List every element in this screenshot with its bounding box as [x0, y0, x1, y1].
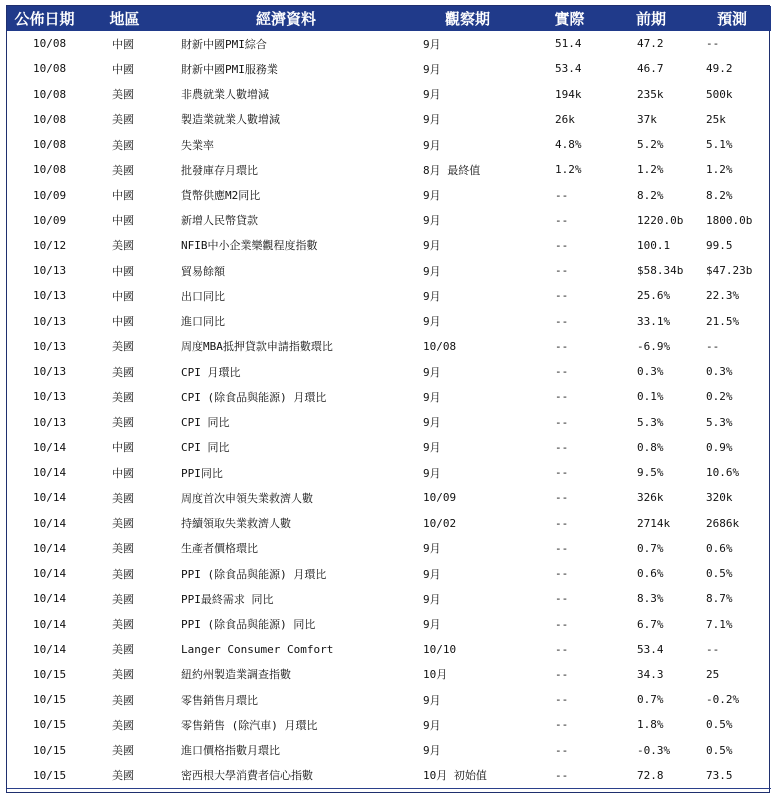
previous-cell: 46.7	[637, 62, 664, 76]
indicator-cell: CPI 同比	[181, 441, 230, 455]
indicator-cell: 批發庫存月環比	[181, 163, 258, 177]
table-row	[7, 586, 771, 611]
previous-cell: -6.9%	[637, 339, 671, 353]
indicator-cell: PPI (除食品與能源) 同比	[181, 618, 316, 631]
actual-cell: --	[555, 339, 569, 353]
indicator-cell: 財新中國PMI服務業	[181, 62, 278, 76]
actual-cell: --	[530, 763, 609, 789]
previous-cell: 6.7%	[637, 617, 664, 631]
actual-cell: --	[555, 213, 569, 227]
date-cell: 10/08	[33, 37, 67, 51]
forecast-cell: 21.5%	[706, 314, 740, 328]
actual-cell: --	[555, 491, 569, 505]
actual-cell: 53.4	[555, 62, 582, 76]
previous-cell: 0.6%	[637, 567, 664, 581]
period-cell: 9月	[423, 542, 441, 556]
previous-cell: 53.4	[637, 642, 664, 656]
date-cell: 10/15	[33, 693, 67, 707]
indicator-cell: CPI 月環比	[181, 365, 241, 379]
region-cell: 中國	[112, 315, 134, 329]
period-cell: 9月	[423, 138, 441, 152]
forecast-cell: 10.6%	[706, 466, 740, 480]
forecast-cell: 8.2%	[706, 188, 733, 202]
col-header-region: 地區	[82, 6, 167, 31]
period-cell: 9月	[423, 239, 441, 253]
table-row	[7, 107, 771, 132]
table-row	[7, 738, 771, 763]
header-row	[7, 6, 771, 31]
table-row	[7, 334, 771, 359]
table-row	[7, 435, 771, 460]
date-cell: 10/09	[33, 188, 67, 202]
date-cell: 10/13	[33, 339, 67, 353]
previous-cell: -0.3%	[637, 743, 671, 757]
period-cell: 9月	[423, 189, 441, 203]
table-row	[7, 460, 771, 485]
table-row	[7, 536, 771, 561]
forecast-cell: 5.3%	[706, 415, 733, 429]
actual-cell: --	[555, 238, 569, 252]
period-cell: 9月	[423, 718, 441, 732]
previous-cell: 9.5%	[637, 466, 664, 480]
economic-calendar	[6, 5, 770, 793]
table-row	[7, 309, 771, 334]
period-cell: 9月	[423, 466, 441, 480]
actual-cell: --	[555, 516, 569, 530]
region-cell: 中國	[112, 189, 134, 203]
previous-cell: 1.2%	[637, 163, 664, 177]
date-cell: 10/14	[33, 440, 67, 454]
indicator-cell: PPI同比	[181, 466, 223, 480]
region-cell: 美國	[112, 744, 134, 758]
forecast-cell: 500k	[706, 87, 733, 101]
forecast-cell: $47.23b	[706, 264, 753, 278]
forecast-cell: 0.5%	[706, 718, 733, 732]
table-row	[7, 56, 771, 81]
indicator-cell: PPI (除食品與能源) 月環比	[181, 567, 327, 581]
period-cell: 9月	[423, 416, 441, 430]
actual-cell: --	[555, 390, 569, 404]
table-row	[7, 258, 771, 283]
actual-cell: --	[555, 264, 569, 278]
region-cell: 美國	[112, 163, 134, 177]
date-cell: 10/14	[33, 541, 67, 555]
region-cell: 中國	[112, 441, 134, 455]
indicator-cell: 新增人民幣貸款	[181, 214, 258, 228]
region-cell: 中國	[112, 37, 134, 51]
forecast-cell: 73.5	[693, 763, 771, 789]
date-cell: 10/13	[33, 390, 67, 404]
actual-cell: --	[555, 667, 569, 681]
actual-cell: --	[555, 365, 569, 379]
previous-cell: 100.1	[637, 238, 671, 252]
date-cell: 10/13	[33, 365, 67, 379]
date-cell: 10/08	[33, 112, 67, 126]
forecast-cell: --	[706, 37, 720, 51]
previous-cell: 72.8	[609, 763, 693, 789]
period-cell: 9月	[423, 390, 441, 404]
actual-cell: 51.4	[555, 37, 582, 51]
actual-cell: --	[555, 466, 569, 480]
period-cell: 9月	[423, 62, 441, 76]
previous-cell: 37k	[637, 112, 657, 126]
forecast-cell: --	[706, 339, 720, 353]
indicator-cell: 貿易餘額	[181, 264, 225, 278]
indicator-cell: 零售銷售 (除汽車) 月環比	[181, 718, 318, 732]
indicator-cell: CPI 同比	[181, 416, 230, 430]
region-cell: 美國	[112, 390, 134, 404]
table-row	[7, 359, 771, 384]
forecast-cell: 7.1%	[706, 617, 733, 631]
region-cell: 美國	[112, 542, 134, 556]
region-cell: 中國	[112, 289, 134, 303]
forecast-cell: 0.3%	[706, 365, 733, 379]
forecast-cell: 25k	[706, 112, 726, 126]
actual-cell: --	[555, 188, 569, 202]
date-cell: 10/13	[33, 289, 67, 303]
previous-cell: 326k	[637, 491, 664, 505]
previous-cell: 25.6%	[637, 289, 671, 303]
table-row	[7, 410, 771, 435]
previous-cell: 34.3	[637, 667, 664, 681]
previous-cell: 47.2	[637, 37, 664, 51]
forecast-cell: 25	[706, 667, 720, 681]
period-cell: 8月 最終值	[423, 163, 481, 177]
table-row	[7, 662, 771, 687]
table-row	[7, 157, 771, 182]
previous-cell: 0.8%	[637, 440, 664, 454]
date-cell: 10/14	[33, 466, 67, 480]
region-cell: 美國	[112, 567, 134, 581]
region-cell: 美國	[112, 416, 134, 430]
table-row	[7, 763, 771, 789]
region-cell: 美國	[112, 138, 134, 152]
date-cell: 10/08	[33, 138, 67, 152]
period-cell: 9月	[423, 744, 441, 758]
region-cell: 中國	[112, 264, 134, 278]
date-cell: 10/09	[33, 213, 67, 227]
table-row	[7, 233, 771, 258]
forecast-cell: 99.5	[706, 238, 733, 252]
indicator-cell: Langer Consumer Comfort	[181, 642, 334, 656]
region-cell: 中國	[112, 466, 134, 480]
actual-cell: --	[555, 415, 569, 429]
indicator-cell: 密西根大學消費者信心指數	[167, 763, 405, 789]
region-cell: 美國	[112, 88, 134, 102]
forecast-cell: 0.2%	[706, 390, 733, 404]
previous-cell: 2714k	[637, 516, 671, 530]
period-cell: 9月	[423, 113, 441, 127]
previous-cell: 33.1%	[637, 314, 671, 328]
actual-cell: --	[555, 541, 569, 555]
table-row	[7, 637, 771, 662]
actual-cell: --	[555, 743, 569, 757]
date-cell: 10/15	[7, 763, 82, 789]
table-row	[7, 687, 771, 712]
economic-data-table	[7, 6, 771, 789]
indicator-cell: 非農就業人數增減	[181, 88, 269, 102]
table-row	[7, 132, 771, 157]
previous-cell: 1220.0b	[637, 213, 684, 227]
actual-cell: --	[555, 642, 569, 656]
previous-cell: 8.3%	[637, 592, 664, 606]
indicator-cell: 周度首次申領失業救濟人數	[181, 491, 313, 505]
region-cell: 中國	[112, 62, 134, 76]
previous-cell: 0.3%	[637, 365, 664, 379]
table-row	[7, 611, 771, 636]
region-cell: 美國	[112, 239, 134, 253]
table-row	[7, 283, 771, 308]
period-cell: 9月	[423, 693, 441, 707]
indicator-cell: 生產者價格環比	[181, 542, 258, 556]
actual-cell: 1.2%	[555, 163, 582, 177]
forecast-cell: 5.1%	[706, 138, 733, 152]
actual-cell: 194k	[555, 87, 582, 101]
indicator-cell: 持續領取失業救濟人數	[181, 517, 291, 531]
period-cell: 9月	[423, 214, 441, 228]
period-cell: 9月	[423, 315, 441, 329]
table-row	[7, 510, 771, 535]
forecast-cell: 1800.0b	[706, 213, 753, 227]
previous-cell: 1.8%	[637, 718, 664, 732]
indicator-cell: PPI最終需求 同比	[181, 592, 274, 606]
actual-cell: --	[555, 592, 569, 606]
col-header-actual: 實際	[530, 6, 609, 31]
indicator-cell: 失業率	[181, 138, 214, 152]
period-cell: 10/09	[423, 491, 457, 505]
region-cell: 美國	[112, 517, 134, 531]
forecast-cell: 0.5%	[706, 567, 733, 581]
date-cell: 10/14	[33, 617, 67, 631]
period-cell: 9月	[423, 441, 441, 455]
previous-cell: 5.3%	[637, 415, 664, 429]
actual-cell: 26k	[555, 112, 575, 126]
period-cell: 9月	[423, 365, 441, 379]
period-cell: 10/10	[423, 642, 457, 656]
date-cell: 10/08	[33, 87, 67, 101]
forecast-cell: 2686k	[706, 516, 740, 530]
forecast-cell: 22.3%	[706, 289, 740, 303]
period-cell: 10/02	[423, 516, 457, 530]
actual-cell: --	[555, 314, 569, 328]
period-cell: 9月	[423, 592, 441, 606]
date-cell: 10/14	[33, 567, 67, 581]
period-cell: 9月	[423, 264, 441, 278]
forecast-cell: 0.9%	[706, 440, 733, 454]
table-row	[7, 485, 771, 510]
forecast-cell: -0.2%	[706, 693, 740, 707]
date-cell: 10/14	[33, 491, 67, 505]
date-cell: 10/12	[33, 238, 67, 252]
actual-cell: 4.8%	[555, 138, 582, 152]
actual-cell: --	[555, 718, 569, 732]
actual-cell: --	[555, 693, 569, 707]
actual-cell: --	[555, 617, 569, 631]
previous-cell: 8.2%	[637, 188, 664, 202]
period-cell: 9月	[423, 289, 441, 303]
period-cell: 10月	[423, 668, 448, 682]
period-cell: 10/08	[423, 339, 457, 353]
date-cell: 10/13	[33, 314, 67, 328]
forecast-cell: 49.2	[706, 62, 733, 76]
period-cell: 10月 初始值	[405, 763, 530, 789]
period-cell: 9月	[423, 618, 441, 631]
indicator-cell: 出口同比	[181, 289, 225, 303]
date-cell: 10/15	[33, 667, 67, 681]
indicator-cell: 進口同比	[181, 315, 225, 329]
forecast-cell: 8.7%	[706, 592, 733, 606]
region-cell: 美國	[112, 340, 134, 354]
indicator-cell: 進口價格指數月環比	[181, 744, 280, 758]
forecast-cell: 1.2%	[706, 163, 733, 177]
region-cell: 美國	[112, 668, 134, 682]
col-header-forecast: 預測	[693, 6, 771, 31]
date-cell: 10/14	[33, 592, 67, 606]
table-row	[7, 182, 771, 207]
forecast-cell: 0.5%	[706, 743, 733, 757]
region-cell: 美國	[112, 113, 134, 127]
date-cell: 10/13	[33, 415, 67, 429]
date-cell: 10/14	[33, 642, 67, 656]
col-header-previous: 前期	[609, 6, 693, 31]
table-row	[7, 31, 771, 56]
date-cell: 10/13	[33, 264, 67, 278]
previous-cell: 5.2%	[637, 138, 664, 152]
previous-cell: 0.7%	[637, 541, 664, 555]
table-row	[7, 712, 771, 737]
period-cell: 9月	[423, 88, 441, 102]
date-cell: 10/08	[33, 62, 67, 76]
indicator-cell: 紐約州製造業調查指數	[181, 668, 291, 682]
region-cell: 美國	[112, 718, 134, 732]
col-header-period: 觀察期	[405, 6, 530, 31]
col-header-date: 公佈日期	[7, 6, 82, 31]
table-row	[7, 81, 771, 106]
date-cell: 10/15	[33, 743, 67, 757]
previous-cell: $58.34b	[637, 264, 684, 278]
forecast-cell: --	[706, 642, 720, 656]
table-row	[7, 208, 771, 233]
indicator-cell: NFIB中小企業樂觀程度指數	[181, 239, 318, 253]
period-cell: 9月	[423, 37, 441, 51]
region-cell: 美國	[82, 763, 167, 789]
date-cell: 10/15	[33, 718, 67, 732]
region-cell: 美國	[112, 365, 134, 379]
actual-cell: --	[555, 440, 569, 454]
indicator-cell: 財新中國PMI綜合	[181, 37, 267, 51]
forecast-cell: 320k	[706, 491, 733, 505]
region-cell: 美國	[112, 643, 134, 657]
indicator-cell: CPI (除食品與能源) 月環比	[181, 390, 327, 404]
actual-cell: --	[555, 567, 569, 581]
indicator-cell: 製造業就業人數增減	[181, 113, 280, 127]
col-header-indicator: 經濟資料	[167, 6, 405, 31]
table-row	[7, 384, 771, 409]
actual-cell: --	[555, 289, 569, 303]
region-cell: 美國	[112, 693, 134, 707]
previous-cell: 235k	[637, 87, 664, 101]
region-cell: 美國	[112, 618, 134, 631]
forecast-cell: 0.6%	[706, 541, 733, 555]
period-cell: 9月	[423, 567, 441, 581]
previous-cell: 0.1%	[637, 390, 664, 404]
region-cell: 中國	[112, 214, 134, 228]
previous-cell: 0.7%	[637, 693, 664, 707]
indicator-cell: 零售銷售月環比	[181, 693, 258, 707]
region-cell: 美國	[112, 491, 134, 505]
date-cell: 10/08	[33, 163, 67, 177]
region-cell: 美國	[112, 592, 134, 606]
indicator-cell: 貨幣供應M2同比	[181, 189, 261, 203]
date-cell: 10/14	[33, 516, 67, 530]
table-row	[7, 561, 771, 586]
indicator-cell: 周度MBA抵押貸款申請指數環比	[181, 340, 333, 354]
